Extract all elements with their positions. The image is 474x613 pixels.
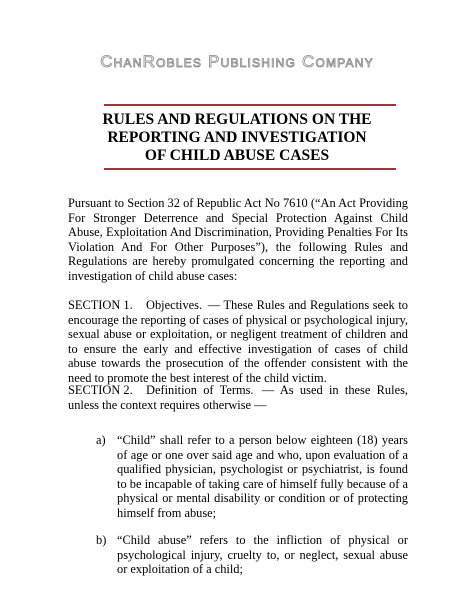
item-a-text: “Child” shall refer to a person below eighteen (18) years of age or one over said age and who, upon evaluation of a qualified physician, psychologist or psychiatrist, is found to be incapable of taking care of himself fully because of a physical or mental disability or condition or of protecting himself from abuse; [117,433,408,520]
definition-item-a [68,433,408,521]
section-2-label: SECTION 2. [68,383,133,397]
title-rule-bottom [104,168,396,170]
definition-item-b [68,533,408,577]
title-line-3: OF CHILD ABUSE CASES [144,147,330,164]
section-1-title: Objectives. [146,298,203,312]
section-2-paragraph [68,383,408,412]
title-line-2: REPORTING AND INVESTIGATION [107,129,367,146]
section-2-title: Definition of Terms. [146,383,254,397]
item-a-marker: a) [96,433,106,447]
section-2-text: — As used in these Rules, unless the context requires otherwise — [68,383,408,412]
title-line-1: RULES AND REGULATIONS ON THE [102,111,372,128]
publisher-heading: ChanRobles Publishing Company [100,52,374,71]
intro-paragraph: Pursuant to Section 32 of Republic Act No 7610 (“An Act Providing For Stronger Deterrence and Special Protection Against Child Abuse, Exploitation And Discrimination, Providing Penalties For Its Violation And For Other Purposes”), the following Rules and Regulations are hereby promulgated concerning the reporting and investigation of child abuse cases: [68,196,408,283]
item-b-marker: b) [96,533,107,547]
section-1-paragraph [68,298,408,386]
section-1-text: — These Rules and Regulations seek to encourage the reporting of cases of physical or psychological injury, sexual abuse or exploitation, or negligent treatment of children and to ensure the early and effective investigation of cases of child abuse towards the prosecution of the offender consistent with the need to promote the best interest of the child victim. [68,298,408,385]
title-rule-top [104,104,396,106]
section-1-label: SECTION 1. [68,298,133,312]
item-b-text: “Child abuse” refers to the infliction of physical or psychological injury, cruelty to, or neglect, sexual abuse or exploitation of a child; [117,533,408,577]
document-title [80,111,394,165]
